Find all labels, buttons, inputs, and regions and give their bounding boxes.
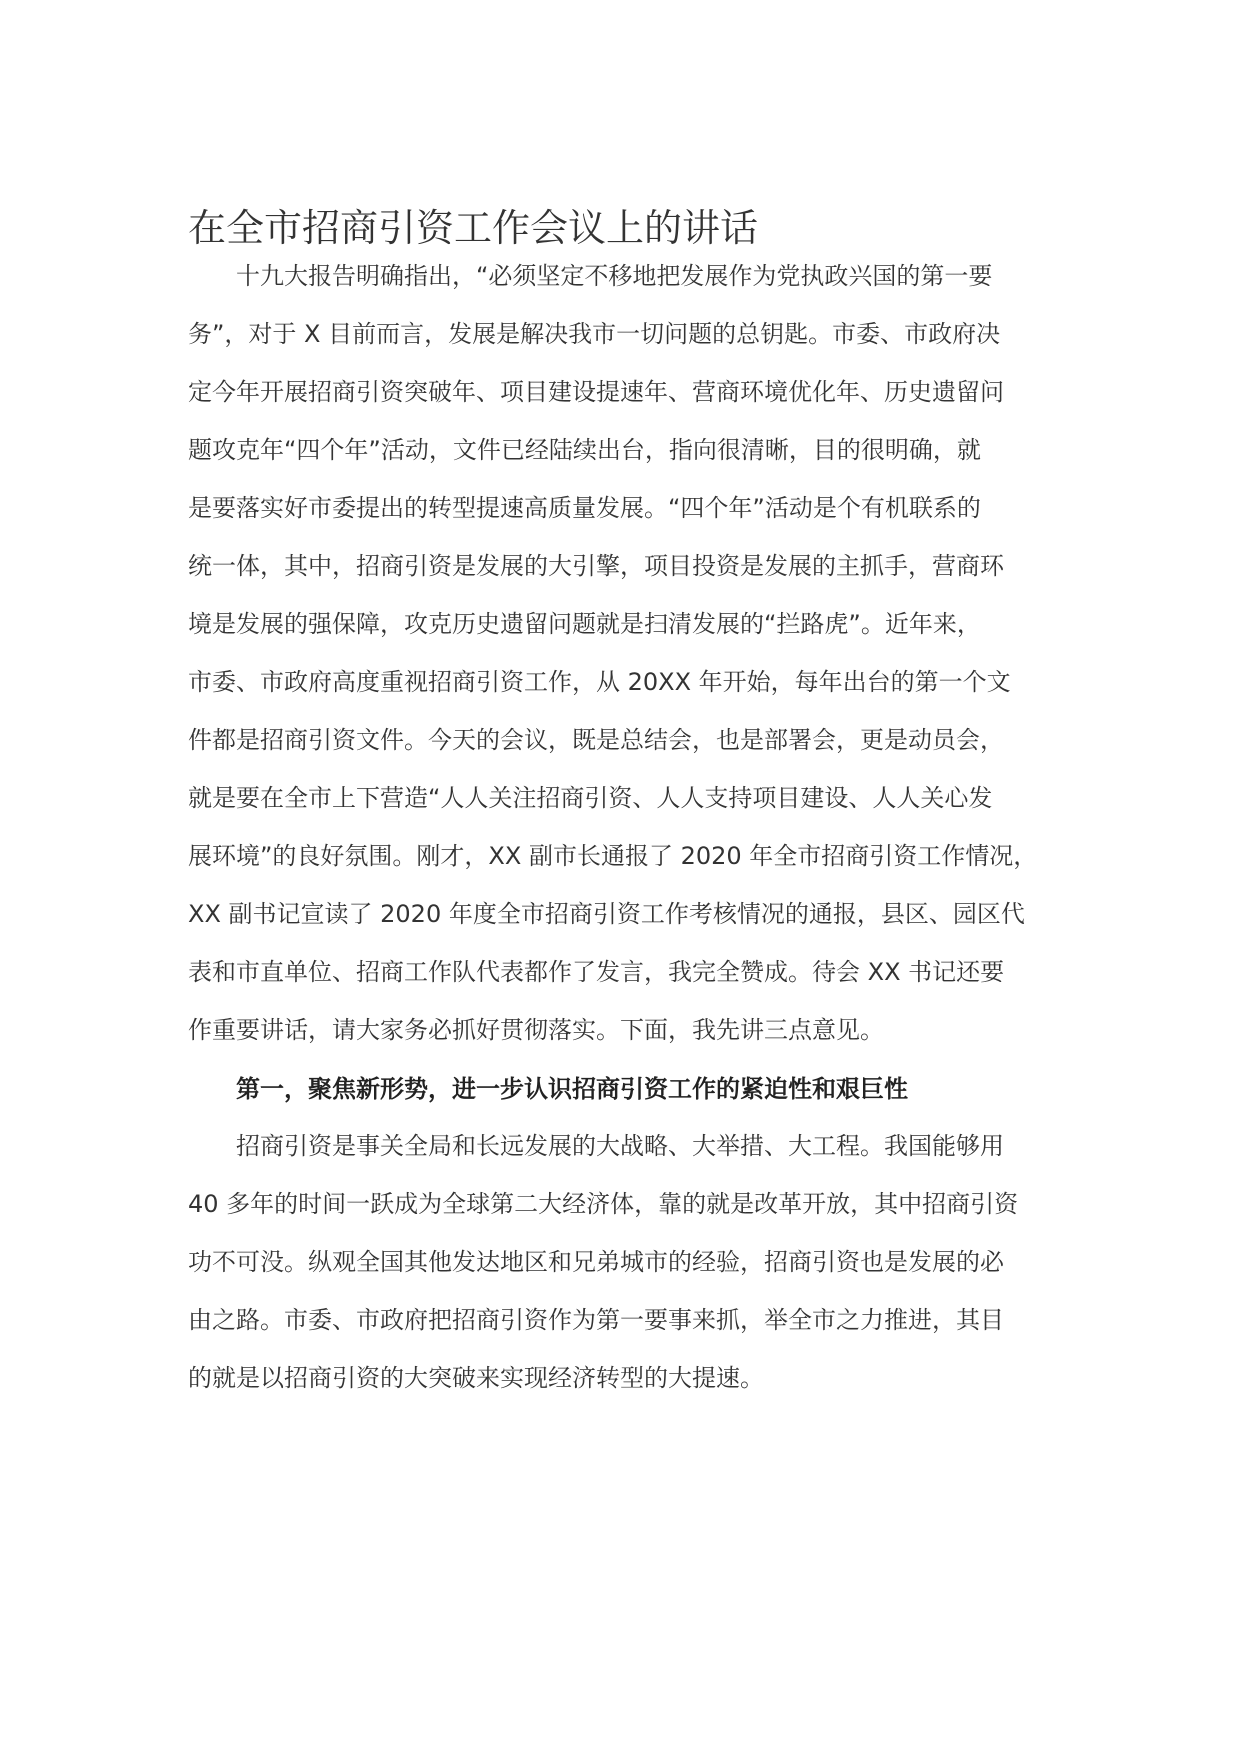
- paragraph-line: 市委、市政府高度重视招商引资工作，从 20XX 年开始，每年出台的第一个文: [188, 668, 1011, 696]
- paragraph-line: 十九大报告明确指出，“必须坚定不移地把发展作为党执政兴国的第一要: [188, 262, 993, 290]
- section-heading: 第一，聚焦新形势，进一步认识招商引资工作的紧迫性和艰巨性: [188, 1075, 908, 1103]
- paragraph-line: 题攻克年“四个年”活动，文件已经陆续出台，指向很清晰，目的很明确，就: [188, 436, 981, 464]
- paragraph-line: 定今年开展招商引资突破年、项目建设提速年、营商环境优化年、历史遗留问: [188, 378, 1004, 406]
- document-title: 在全市招商引资工作会议上的讲话: [188, 206, 759, 250]
- paragraph-line: 的就是以招商引资的大突破来实现经济转型的大提速。: [188, 1364, 764, 1392]
- paragraph-line: 招商引资是事关全局和长远发展的大战略、大举措、大工程。我国能够用: [188, 1132, 1004, 1160]
- paragraph-line: 功不可没。纵观全国其他发达地区和兄弟城市的经验，招商引资也是发展的必: [188, 1248, 1004, 1276]
- paragraph-line: 是要落实好市委提出的转型提速高质量发展。“四个年”活动是个有机联系的: [188, 494, 981, 522]
- paragraph-line: 40 多年的时间一跃成为全球第二大经济体，靠的就是改革开放，其中招商引资: [188, 1190, 1019, 1218]
- paragraph-line: 由之路。市委、市政府把招商引资作为第一要事来抓，举全市之力推进，其目: [188, 1306, 1004, 1334]
- paragraph-line: 就是要在全市上下营造“人人关注招商引资、人人支持项目建设、人人关心发: [188, 784, 993, 812]
- paragraph-line: 展环境”的良好氛围。刚才，XX 副市长通报了 2020 年全市招商引资工作情况，: [188, 842, 1038, 870]
- paragraph-line: 境是发展的强保障，攻克历史遗留问题就是扫清发展的“拦路虎”。近年来，: [188, 610, 981, 638]
- paragraph-line: 务”，对于 X 目前而言，发展是解决我市一切问题的总钥匙。市委、市政府决: [188, 320, 1001, 348]
- paragraph-line: 件都是招商引资文件。今天的会议，既是总结会，也是部署会，更是动员会，: [188, 726, 1004, 754]
- paragraph-line: XX 副书记宣读了 2020 年度全市招商引资工作考核情况的通报，县区、园区代: [188, 900, 1025, 928]
- paragraph-line: 表和市直单位、招商工作队代表都作了发言，我完全赞成。待会 XX 书记还要: [188, 958, 1005, 986]
- paragraph-line: 统一体，其中，招商引资是发展的大引擎，项目投资是发展的主抓手，营商环: [188, 552, 1004, 580]
- paragraph-line: 作重要讲话，请大家务必抓好贯彻落实。下面，我先讲三点意见。: [188, 1016, 884, 1044]
